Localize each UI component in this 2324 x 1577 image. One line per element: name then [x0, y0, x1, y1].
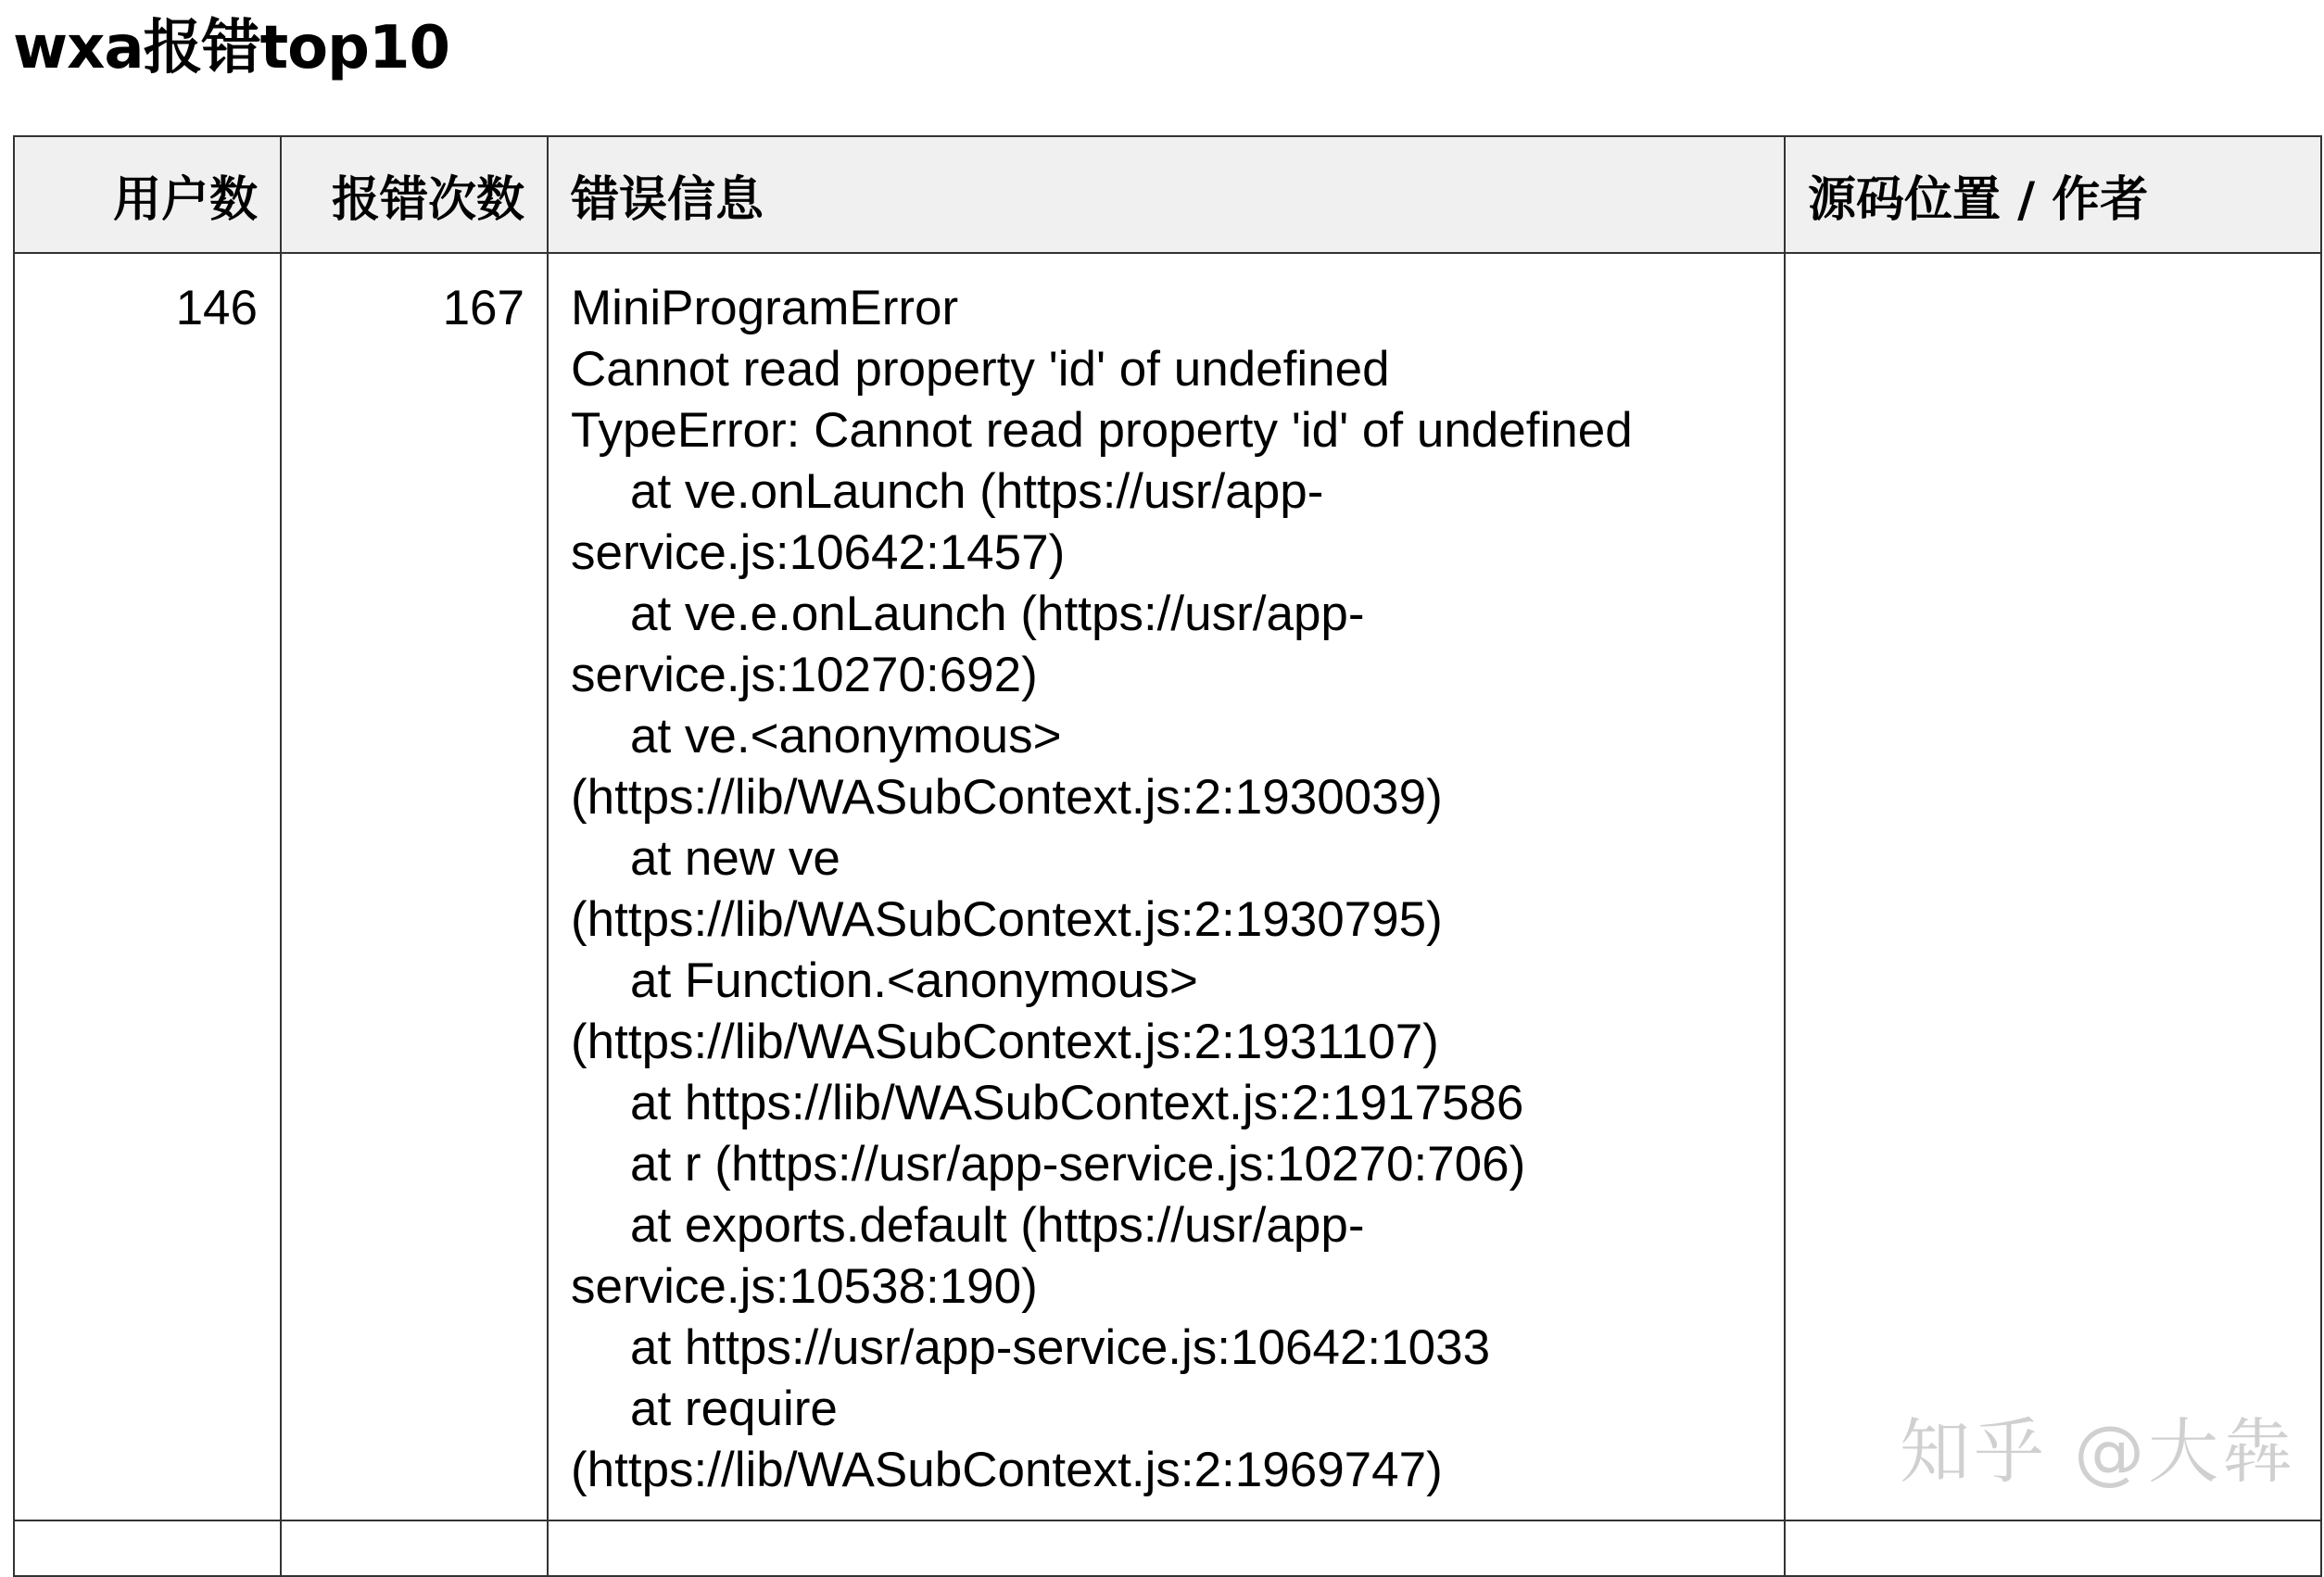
stack-frame-continuation: service.js:10642:1457): [571, 525, 1066, 580]
stack-frame-continuation: service.js:10538:190): [571, 1259, 1038, 1314]
stack-frame-line: at require: [630, 1381, 838, 1436]
error-report-table: [13, 135, 2322, 1577]
stack-frame-line: at https://usr/app-service.js:10642:1033: [630, 1320, 1491, 1375]
cell-source-author: [1785, 1520, 2321, 1576]
stack-frame-line: at https://lib/WASubContext.js:2:1917586: [630, 1076, 1524, 1130]
stack-frame-line: at ve.<anonymous>: [630, 709, 1062, 763]
stack-frame-continuation: (https://lib/WASubContext.js:2:1969747): [571, 1443, 1443, 1497]
stack-frame-continuation: (https://lib/WASubContext.js:2:1931107): [571, 1015, 1439, 1069]
stack-frame-line: at new ve: [630, 831, 840, 886]
stack-frame-line: at Function.<anonymous>: [630, 953, 1198, 1008]
cell-error-count: 167: [281, 253, 548, 1520]
error-line: TypeError: Cannot read property 'id' of undefined: [571, 403, 1633, 458]
stack-frame-line: at ve.onLaunch (https://usr/app-: [630, 464, 1324, 519]
table-row: [14, 1520, 2321, 1576]
table-row: [14, 253, 2321, 1520]
cell-error-info: [548, 253, 1785, 1520]
page-title: wxa报错top10: [13, 14, 450, 82]
header-source-author: 源码位置 / 作者: [1785, 136, 2321, 253]
stack-frame-line: at r (https://usr/app-service.js:10270:706): [630, 1137, 1526, 1192]
error-line: Cannot read property 'id' of undefined: [571, 342, 1390, 397]
cell-source-author: [1785, 253, 2321, 1520]
stack-frame-line: at exports.default (https://usr/app-: [630, 1198, 1365, 1253]
cell-error-info: [548, 1520, 1785, 1576]
header-error-info: 错误信息: [548, 136, 1785, 253]
table-header-row: [14, 136, 2321, 253]
header-users: 用户数: [14, 136, 281, 253]
header-error-count: 报错次数: [281, 136, 548, 253]
watermark: 知乎 @大犇: [1900, 1410, 2297, 1493]
stack-frame-continuation: service.js:10270:692): [571, 648, 1038, 702]
cell-users: [14, 1520, 281, 1576]
stack-frame-continuation: (https://lib/WASubContext.js:2:1930039): [571, 770, 1443, 825]
error-line: MiniProgramError: [571, 281, 959, 335]
stack-frame-continuation: (https://lib/WASubContext.js:2:1930795): [571, 892, 1443, 947]
cell-users: 146: [14, 253, 281, 1520]
cell-error-count: [281, 1520, 548, 1576]
stack-frame-line: at ve.e.onLaunch (https://usr/app-: [630, 587, 1365, 641]
